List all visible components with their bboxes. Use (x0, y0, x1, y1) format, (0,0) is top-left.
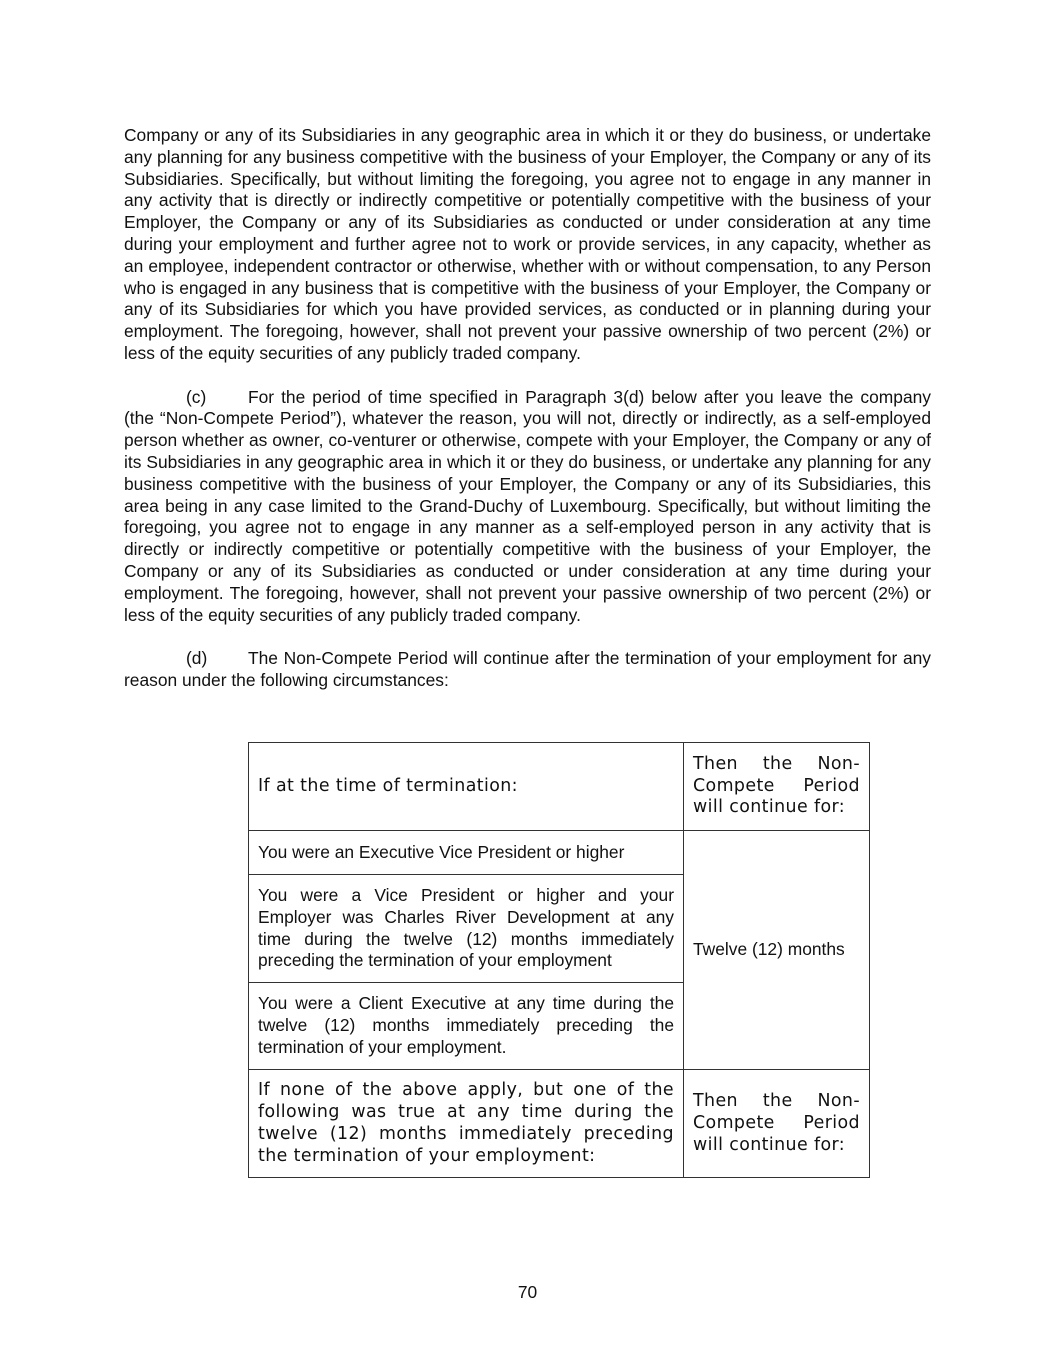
table-header-row (249, 743, 870, 831)
document-body (124, 125, 931, 692)
table-cell-none-apply: If none of the above apply, but one of the following was true at any time during the twelve (12) months immediately preceding the termination of your employment: (249, 1070, 684, 1178)
page-number: 70 (517, 1282, 538, 1302)
table-header-right: Then the Non-Compete Period will continue for: (684, 743, 870, 831)
table-cell-twelve-months: Twelve (12) months (684, 831, 870, 1070)
paragraph-c (124, 387, 931, 627)
table-cell-then-continue: Then the Non-Compete Period will continue for: (684, 1070, 870, 1178)
paragraph-d-text: The Non-Compete Period will continue after the termination of your employment for any reason under the following circumstances: (124, 648, 931, 690)
table-cell-vice-president: You were a Vice President or higher and your Employer was Charles River Development at any time during the twelve (12) months immediately preceding the termination of your employment (249, 875, 684, 983)
table-row (249, 1070, 870, 1178)
paragraph-continuation: Company or any of its Subsidiaries in any geographic area in which it or they do business, or undertake any planning for any business competitive with the business of your Employer, the Company or any of its Subsidiaries. Specifically, but without limiting the foregoing, you agree not to engage in any manner in any activity that is directly or indirectly competitive or potentially competitive with the business of your Employer, the Company or any of its Subsidiaries as conducted or under consideration at any time during your employment and further agree not to work or provide services, in any capacity, whether as an employee, independent contractor or otherwise, whether with or without compensation, to any Person who is engaged in any business that is competitive with the business of your Employer, the Company or any of its Subsidiaries for which you have provided services, as conducted or in planning during your employment. The foregoing, however, shall not prevent your passive ownership of two percent (2%) or less of the equity securities of any publicly traded company. (124, 125, 931, 363)
paragraph-d-label: (d) (186, 648, 208, 669)
paragraph-c-label: (c) (186, 386, 207, 407)
table-header-left: If at the time of termination: (249, 743, 684, 831)
paragraph-c-text: For the period of time specified in Paragraph 3(d) below after you leave the company (the “Non-Compete Period”), whatever the reason, you will not, directly or indirectly, as a self-employed person whether as owner, co-venturer or otherwise, compete with your Employer, the Company or any of its Subsidiaries in any geographic area in which it or they do business, or undertake any planning for any business competitive with the business of your Employer, the Company or any of its Subsidiaries, this area being in any case limited to the Grand-Duchy of Luxembourg. Specifically, but without limiting the foregoing, you agree not to engage in any manner as a self-employed person in any activity that is directly or indirectly competitive or potentially competitive with the business of your Employer, the Company or any of its Subsidiaries as conducted or under consideration at any time during your employment. The foregoing, however, shall not prevent your passive ownership of two percent (2%) or less of the equity securities of any publicly traded company. (124, 386, 931, 625)
paragraph-d (124, 648, 931, 692)
table-cell-executive-vp: You were an Executive Vice President or higher (249, 831, 684, 875)
non-compete-table (248, 742, 870, 1178)
table-row (249, 831, 870, 875)
table-cell-client-executive: You were a Client Executive at any time during the twelve (12) months immediately preceding the termination of your employment. (249, 983, 684, 1070)
